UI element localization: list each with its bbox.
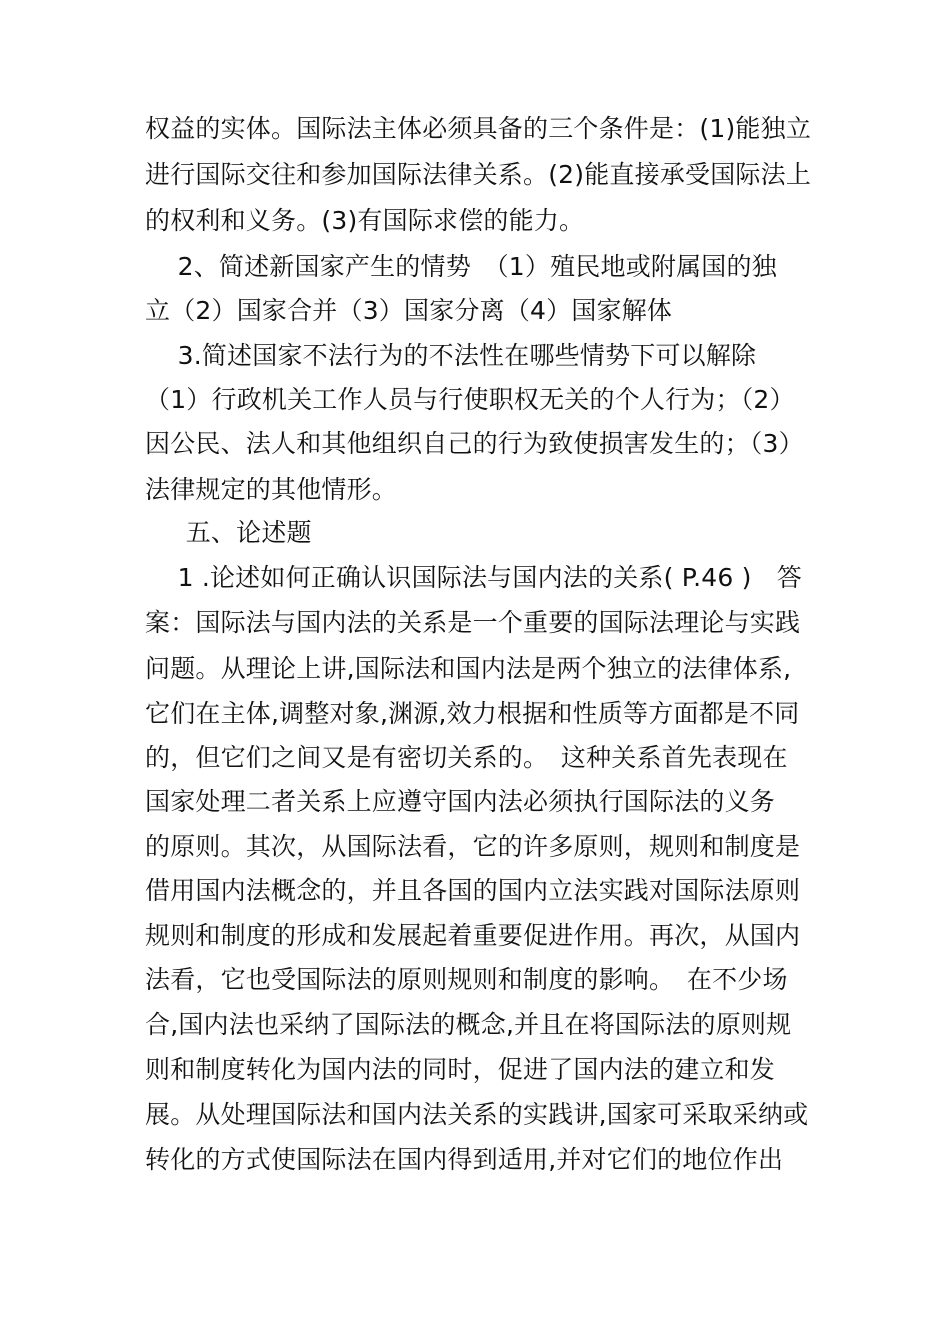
text-line: （1）行政机关工作人员与行使职权无关的个人行为；（2） [145,385,795,414]
text-line: 它们在主体,调整对象,渊源,效力根据和性质等方面都是不同 [145,699,800,728]
text-line: 因公民、法人和其他组织自己的行为致使损害发生的；（3） [145,429,804,458]
text-line: 借用国内法概念的，并且各国的国内立法实践对国际法原则 [145,876,801,905]
text-line: 的，但它们之间又是有密切关系的。 这种关系首先表现在 [145,743,788,772]
text-line: 进行国际交往和参加国际法律关系。(2)能直接承受国际法上 [145,160,812,189]
section-heading: 五、论述题 [145,518,312,547]
text-line: 问题。从理论上讲,国际法和国内法是两个独立的法律体系, [145,654,792,683]
text-line: 法律规定的其他情形。 [145,475,398,504]
text-line: 转化的方式使国际法在国内得到适用,并对它们的地位作出 [145,1145,784,1174]
text-line: 2、简述新国家产生的情势 （1）殖民地或附属国的独 [145,252,777,281]
text-line: 国家处理二者关系上应遵守国内法必须执行国际法的义务 [145,787,776,816]
text-line: 展。从处理国际法和国内法关系的实践讲,国家可采取采纳或 [145,1100,809,1129]
text-line: 法看，它也受国际法的原则规则和制度的影响。 在不少场 [145,965,788,994]
text-line: 合,国内法也采纳了国际法的概念,并且在将国际法的原则规 [145,1010,792,1039]
text-line: 立（2）国家合并（3）国家分离（4）国家解体 [145,296,673,325]
text-line: 则和制度转化为国内法的同时，促进了国内法的建立和发 [145,1055,776,1084]
text-line: 1 .论述如何正确认识国际法与国内法的关系( P.46 ) 答 [145,563,802,592]
text-line: 的原则。其次，从国际法看，它的许多原则，规则和制度是 [145,832,801,861]
text-line: 规则和制度的形成和发展起着重要促进作用。再次，从国内 [145,921,801,950]
text-line: 案：国际法与国内法的关系是一个重要的国际法理论与实践 [145,608,801,637]
text-line: 3.简述国家不法行为的不法性在哪些情势下可以解除 [145,341,757,370]
text-line: 权益的实体。国际法主体必须具备的三个条件是：(1)能独立 [145,114,812,143]
text-line: 的权利和义务。(3)有国际求偿的能力。 [145,206,585,235]
